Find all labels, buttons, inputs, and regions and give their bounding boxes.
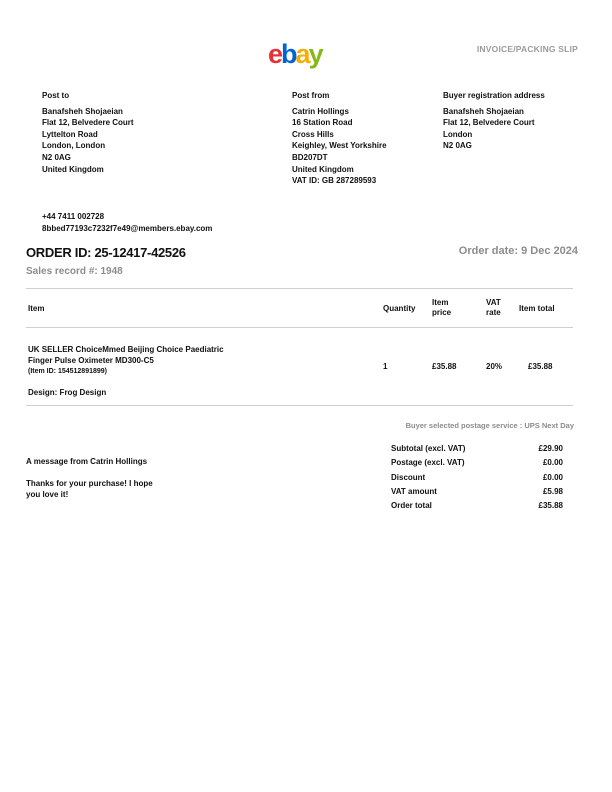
table-header-divider [26, 327, 573, 328]
col-header-item-total: Item total [519, 304, 555, 313]
post-from-line: BD207DT [292, 152, 328, 162]
totals-value: £5.98 [542, 486, 563, 496]
buyer-contact [42, 211, 212, 234]
post-from-line: United Kingdom [292, 164, 354, 174]
ebay-logo [268, 40, 322, 68]
col-header-vat-rate-line: rate [486, 308, 501, 317]
postage-service: Buyer selected postage service : UPS Next Day [405, 421, 574, 430]
totals-label: Discount [391, 472, 426, 482]
order-date: Order date: 9 Dec 2024 [458, 245, 578, 257]
col-header-item: Item [28, 304, 45, 313]
col-header-vat-rate-line: VAT [486, 298, 501, 307]
item-id: (Item ID: 154512891899) [28, 368, 107, 375]
post-to-line: N2 0AG [42, 152, 71, 162]
logo-letter-b: b [281, 39, 296, 69]
totals-value: £35.88 [538, 501, 563, 511]
order-id: ORDER ID: 25-12417-42526 [26, 245, 186, 260]
col-header-quantity: Quantity [383, 304, 416, 313]
buyer-registration-line: Flat 12, Belvedere Court [443, 118, 535, 128]
col-header-item-price [432, 298, 451, 318]
item-quantity: 1 [383, 362, 388, 371]
post-to-heading: Post to [42, 91, 70, 100]
post-from-line: Cross Hills [292, 129, 334, 139]
item-vat-rate: 20% [486, 362, 503, 371]
col-header-item-price-line: Item [432, 298, 449, 307]
buyer-registration-heading: Buyer registration address [443, 91, 545, 100]
table-row-item-details [28, 344, 224, 398]
seller-message-heading: A message from Catrin Hollings [26, 457, 148, 466]
logo-letter-y: y [308, 39, 322, 69]
buyer-registration-line: London [443, 129, 473, 139]
post-from-heading: Post from [292, 91, 330, 100]
logo-letter-a: a [295, 39, 309, 69]
buyer-email: 8bbed77193c7232f7e49@members.ebay.com [42, 223, 213, 233]
totals-label: Order total [391, 501, 432, 511]
totals-row-vat [391, 487, 563, 501]
post-from-line: 16 Station Road [292, 118, 353, 128]
totals-row-postage [391, 458, 563, 472]
post-from-vat-id: VAT ID: GB 287289593 [292, 176, 377, 186]
table-top-divider [26, 288, 573, 289]
buyer-registration-line: N2 0AG [443, 141, 472, 151]
slip-title: INVOICE/PACKING SLIP [476, 44, 578, 54]
seller-message-line: you love it! [26, 490, 69, 499]
post-to-block [42, 90, 134, 175]
col-header-vat-rate [486, 298, 501, 318]
totals-row-order-total [391, 501, 563, 515]
seller-message-line: Thanks for your purchase! I hope [26, 479, 153, 488]
buyer-phone: +44 7411 002728 [42, 212, 105, 221]
item-total: £35.88 [528, 362, 553, 371]
totals-label: VAT amount [391, 486, 437, 496]
buyer-registration-line: Banafsheh Shojaeian [443, 106, 524, 116]
totals-value: £0.00 [542, 472, 563, 482]
totals-label: Subtotal (excl. VAT) [391, 444, 466, 453]
post-to-line: Flat 12, Belvedere Court [42, 118, 134, 128]
totals-value: £0.00 [542, 458, 563, 468]
post-from-block [292, 90, 387, 187]
logo-letter-e: e [268, 39, 282, 69]
post-to-line: United Kingdom [42, 164, 104, 174]
totals-value: £29.90 [538, 444, 563, 453]
buyer-registration-block [443, 90, 545, 152]
item-title: Finger Pulse Oximeter MD300-C5 [28, 356, 154, 365]
item-title: UK SELLER ChoiceMmed Beijing Choice Paediatric [28, 345, 224, 354]
totals-row-discount [391, 473, 563, 487]
post-from-line: Catrin Hollings [292, 106, 349, 116]
post-to-line: Lyttelton Road [42, 129, 98, 139]
post-to-line: London, London [42, 141, 106, 151]
col-header-item-price-line: price [432, 308, 452, 317]
item-design: Design: Frog Design [28, 388, 107, 397]
item-price: £35.88 [432, 362, 457, 371]
totals-row-subtotal [391, 444, 563, 458]
sales-record: Sales record #: 1948 [26, 266, 123, 277]
table-bottom-divider [26, 405, 573, 406]
seller-message-body [26, 478, 153, 500]
post-to-line: Banafsheh Shojaeian [42, 106, 123, 116]
post-from-line: Keighley, West Yorkshire [292, 141, 387, 151]
order-totals [391, 444, 563, 515]
totals-label: Postage (excl. VAT) [391, 458, 465, 468]
